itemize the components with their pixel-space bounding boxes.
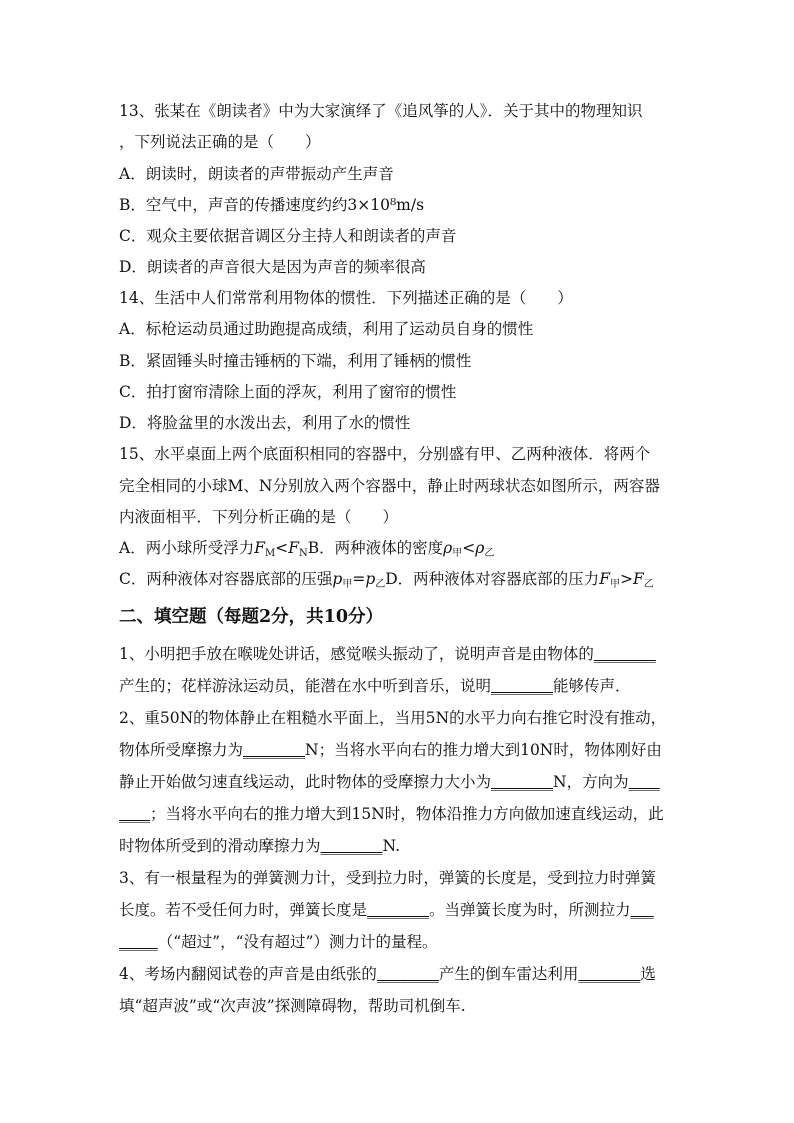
fill-q3-blank-1[interactable]: ________	[367, 901, 430, 919]
fill-q2-blank-1[interactable]: ________	[243, 741, 306, 759]
q13-stem-line2: ，下列说法正确的是（ ）	[119, 133, 321, 151]
fill-q2-text-3: 静止开始做匀速直线运动，此时物体的受摩擦力大小为	[119, 773, 492, 791]
fill-q1-blank-2[interactable]: ________	[491, 677, 554, 695]
q13-option-b: B．空气中，声音的传播速度约约3×10⁸m/s	[119, 196, 425, 214]
q13-option-a: A．朗读时，朗读者的声带振动产生声音	[119, 165, 394, 183]
fill-q1-text-2: 产生的；花样游泳运动员，能潜在水中听到音乐，说明	[119, 677, 492, 695]
q15-rho-2: ρ	[475, 539, 485, 557]
q13-option-d: D．朗读者的声音很大是因为声音的频率很高	[119, 258, 426, 276]
fill-q2-line4	[119, 804, 679, 824]
fill-q2-text-1: 物体所受摩擦力为	[119, 741, 244, 759]
fill-q1-line2	[119, 676, 679, 696]
fill-q2-text-2: N；当将水平向右的推力增大到10N时，物体刚好由	[305, 741, 662, 759]
fill-q4-blank-2[interactable]: ________	[578, 965, 641, 983]
fill-q2-blank-3b[interactable]: ____	[119, 805, 150, 823]
fill-q2-blank-2[interactable]: ________	[491, 773, 554, 791]
fill-q3-text-3: （“超过”，“没有超过”）测力计的量程。	[157, 933, 438, 951]
q13-option-c: C．观众主要依据音调区分主持人和朗读者的声音	[119, 227, 457, 245]
fill-q2-line1: 2、重50N的物体静止在粗糙水平面上，当用5N的水平力向右推它时没有推动，	[119, 709, 667, 727]
fill-q1-line1	[119, 644, 679, 664]
q14-option-d: D．将脸盆里的水泼出去，利用了水的惯性	[119, 414, 411, 432]
q15-rho-sub-1: 甲	[452, 548, 463, 559]
fill-q2-text-6: 时物体所受到的滑动摩擦力为	[119, 837, 321, 855]
q15-stem-line1: 15、水平桌面上两个底面积相同的容器中，分别盛有甲、乙两种液体．将两个	[119, 445, 651, 463]
q14-option-b: B．紧固锤头时撞击锤柄的下端，利用了锤柄的惯性	[119, 352, 472, 370]
fill-q3-text-1: 长度。若不受任何力时，弹簧长度是	[119, 901, 368, 919]
q15-f-sub-4: 乙	[643, 579, 654, 590]
fill-q1-text-1: 1、小明把手放在喉咙处讲话，感觉喉头振动了，说明声音是由物体的	[119, 645, 594, 663]
q15-p-1: p	[332, 570, 343, 588]
q15-lt: <	[275, 539, 289, 557]
q15-option-c-d	[119, 569, 679, 595]
q15-option-b-text: B．两种液体的密度	[307, 539, 444, 557]
fill-q2-line5	[119, 836, 679, 856]
q15-option-d-text: D．两种液体对容器底部的压力	[385, 570, 600, 588]
fill-q1-blank-1[interactable]: ________	[593, 645, 656, 663]
fill-q3-line2	[119, 900, 679, 920]
fill-q4-blank-1[interactable]: ________	[376, 965, 439, 983]
fill-q2-line2	[119, 740, 679, 760]
fill-q3-blank-2b[interactable]: _____	[119, 933, 158, 951]
fill-q4-text-1: 4、考场内翻阅试卷的声音是由纸张的	[119, 965, 377, 983]
q15-option-a-text: A．两小球所受浮力	[119, 539, 255, 557]
fill-q2-text-4: N，方向为	[553, 773, 629, 791]
q15-stem-line3: 内液面相平．下列分析正确的是（ ）	[119, 508, 399, 526]
fill-q2-blank-3a[interactable]: ____	[628, 773, 660, 791]
q13-stem-line1: 13、张某在《朗读者》中为大家演绎了《追风筝的人》．关于其中的物理知识	[119, 102, 643, 120]
q15-p-sub-1: 甲	[342, 579, 353, 590]
fill-q1-text-3: 能够传声．	[553, 677, 631, 695]
q15-lt-2: <	[462, 539, 476, 557]
q15-f-sub-3: 甲	[609, 579, 620, 590]
fill-q4-text-3: 选	[640, 965, 656, 983]
fill-q2-text-7: N.	[382, 837, 401, 855]
fill-q3-blank-2a[interactable]: ___	[630, 901, 654, 919]
q15-p-sub-2: 乙	[375, 579, 386, 590]
fill-q3-line1: 3、有一根量程为的弹簧测力计，受到拉力时，弹簧的长度是，受到拉力时弹簧	[119, 869, 656, 887]
fill-q2-text-5: ；当将水平向右的推力增大到15N时，物体沿推力方向做加速直线运动，此	[150, 805, 664, 823]
q15-eq: =	[352, 570, 366, 588]
q15-f-4: F	[632, 570, 644, 588]
q15-f-symbol-2: F	[288, 539, 299, 557]
fill-q2-line3	[119, 772, 679, 792]
fill-q3-text-2: 。当弹簧长度为时，所测拉力	[429, 901, 631, 919]
fill-q3-line3	[119, 932, 679, 952]
q15-option-c-text: C．两种液体对容器底部的压强	[119, 570, 333, 588]
fill-q4-line1	[119, 964, 679, 984]
q15-p-2: p	[365, 570, 376, 588]
q15-gt: >	[619, 570, 633, 588]
q15-sub-n: N	[298, 548, 308, 559]
q14-stem: 14、生活中人们常常利用物体的惯性．下列描述正确的是（ ）	[119, 289, 573, 307]
q15-stem-line2: 完全相同的小球M、N分别放入两个容器中，静止时两球状态如图所示，两容器	[119, 477, 660, 495]
q15-option-a-b	[119, 538, 679, 564]
q15-f-3: F	[599, 570, 610, 588]
q15-rho-1: ρ	[443, 539, 453, 557]
q14-option-c: C．拍打窗帘清除上面的浮灰，利用了窗帘的惯性	[119, 383, 457, 401]
fill-q2-blank-4[interactable]: ________	[320, 837, 383, 855]
fill-q4-line2: 填“超声波”或“次声波”探测障碍物，帮助司机倒车.	[119, 997, 466, 1015]
fill-q4-text-2: 产生的倒车雷达利用	[438, 965, 579, 983]
q15-sub-m: M	[264, 548, 276, 559]
q14-option-a: A．标枪运动员通过助跑提高成绩，利用了运动员自身的惯性	[119, 320, 534, 338]
q15-rho-sub-2: 乙	[484, 548, 495, 559]
q15-f-symbol: F	[254, 539, 265, 557]
section-2-title: 二、填空题（每题2分，共10分）	[119, 607, 384, 627]
